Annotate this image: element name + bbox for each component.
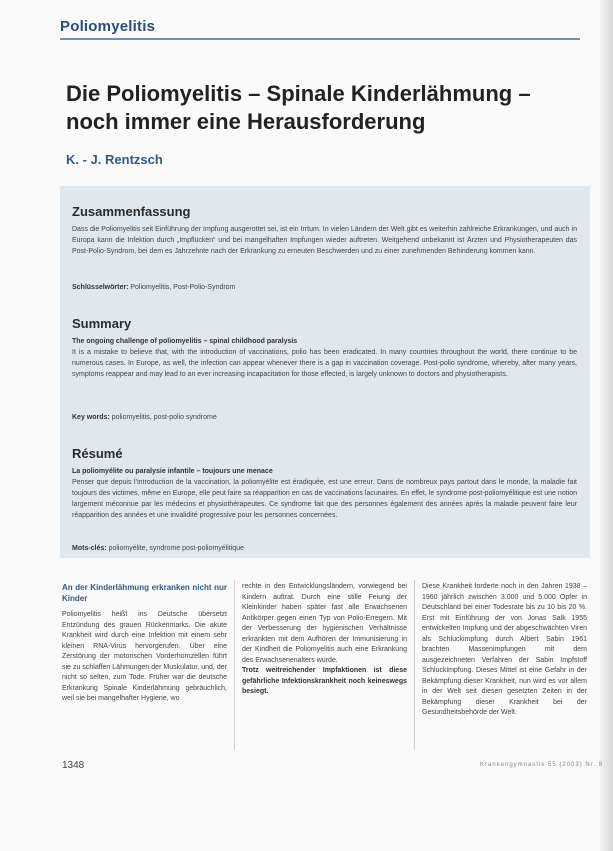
title-line-1: Die Poliomyelitis – Spinale Kinderlähmung –	[66, 81, 531, 106]
author: K. - J. Rentzsch	[66, 152, 163, 167]
resume-subtitle: La poliomyélite ou paralysie infantile – toujours une menace	[72, 468, 273, 475]
page-edge-shadow	[600, 0, 613, 851]
keywords-label: Mots-clés:	[72, 545, 107, 552]
page-number: 1348	[62, 760, 85, 771]
summary-heading: Summary	[72, 316, 132, 331]
body-column-3	[422, 582, 587, 719]
title-line-2: noch immer eine Herausforderung	[66, 109, 426, 134]
resume-heading: Résumé	[72, 446, 123, 461]
keywords-label: Schlüsselwörter:	[72, 284, 129, 291]
summary-text: It is a mistake to believe that, with the introduction of vaccinations, polio has been eradicated. In many countries throughout the world, there continue to be numerous cases. In Europe, as well, the infection can appear whenever there is a gap in vaccination coverage. Post-polio syndrome, whereby, after many years, symptoms reappear and may lead to an ever increasing incapacitation for those effected, is largely unknown to doctors and physiotherapists.	[72, 349, 577, 378]
column-bold-text: Trotz weitreichender Impfaktionen ist diese gefährliche Infektionskrankheit noch keineswegs besiegt.	[242, 667, 407, 695]
column-text: Poliomyelitis heißt ins Deutsche übersetzt Entzündung des grauen Rückenmarks. Die akute Krankheit wird durch eine Infektion mit einem sehr kleinen RNA-Virus hervorgerufen. Über eine Zerstörung der motorischen Vorderhornzellen führt sie zu schlaffen Lähmungen der Muskulatur, und, der nicht so selten, zum Tode. Früher war die deutsche Erkrankung Spinale Kinderlähmung gebräuchlich, weil sie bei mangelhafter Hygiene, wo	[62, 611, 227, 702]
journal-reference: Krankengymnastik 55 (2003) Nr. 8	[480, 762, 604, 768]
header-rule	[60, 38, 580, 40]
column-heading: An der Kinderlähmung erkranken nicht nur Kinder	[62, 583, 227, 603]
column-divider	[234, 580, 235, 750]
column-text: rechte in den Entwicklungsländern, vorwiegend bei Kindern auftrat. Durch eine stille Feiung der Kleinkinder haben später fast alle Erwachsenen Antikörper gegen einen Typ von Polio-Erregern. Mit der Verbesserung der hygienischen Verhältnisse erkrankten mit dem Aufhören der Immunisierung in der Kindheit die Poliomyelitis auch eine Erkrankung des Erwachsenenalters wurde.	[242, 583, 407, 664]
summary-subtitle: The ongoing challenge of poliomyelitis – spinal childhood paralysis	[72, 338, 298, 345]
keywords-value: poliomyelitis, post-polio syndrome	[111, 414, 217, 421]
keywords-value: Poliomyelitis, Post-Polio-Syndrom	[130, 284, 236, 291]
article-title	[66, 80, 566, 136]
body-column-2	[242, 582, 407, 698]
resume-text: Penser que depuis l’introduction de la vaccination, la poliomyélite est éradiquée, est une erreur. Dans de nombreux pays partout dans le monde, la maladie fait toujours des victimes, même en Europe, elle peut faire sa réapparition en cas de vaccinations lacunaires. En effet, le syndrome post-poliomyélitique est une notion largement méconnue par les médecins et physiothérapeutes. Ce syndrome fait que des personnes également des années après la maladie peuvent faire leur réapparition des années et une invalidité progressive pour les personnes concernées.	[72, 479, 577, 519]
column-divider	[414, 580, 415, 750]
resume-keywords	[72, 543, 577, 554]
zusammenfassung-text: Dass die Poliomyelitis seit Einführung der Impfung ausgerottet sei, ist ein Irrtum. In vielen Ländern der Welt gibt es weiterhin zahlreiche Erkrankungen, und auch in Europa kann die Infektion durch „Impflücken“ und bei mangelhaften Impfungen wieder auftreten. Weitgehend unbekannt ist Ärzten und Physiotherapeuten das Post-Polio-Syndrom, bei dem es Jahrzehnte nach der Erkrankung zu erneuten Beschwerden und zu einer zunehmenden Behinderung kommen kann.	[72, 226, 577, 255]
body-column-1	[62, 582, 227, 705]
zusammenfassung-heading: Zusammenfassung	[72, 204, 191, 219]
section-label: Poliomyelitis	[60, 18, 156, 35]
keywords-value: poliomyélite, syndrome post-poliomyélitique	[108, 545, 244, 552]
summary-keywords	[72, 412, 577, 423]
column-text: Diese Krankheit forderte noch in den Jahren 1938 – 1960 jährlich zwischen 3.000 und 5.000 Opfer in Deutschland bei einer Todesrate bis zu 10 bis 20 %. Erst mit Einführung der von Jonas Salk 1955 entwickelten Impfung und der abgeschwächten Viren als Schluckimpfung durch Albert Sabin 1961 brachten Massenimpfungen mit dem ausgezeichneten Verfahren der Sabin Impfstoff Schluckimpfung. Dieses Mittel ist eine Gefahr in der Bekämpfung dieser Krankheit, nun wird es vor allem in der Welt seit diesen gesetzten Zeiten in der Bekämpfung dieser Krankheit bei der Gesundheitsbehörde der Welt.	[422, 583, 587, 716]
keywords-label: Key words:	[72, 414, 110, 421]
zusammenfassung-keywords	[72, 282, 577, 293]
